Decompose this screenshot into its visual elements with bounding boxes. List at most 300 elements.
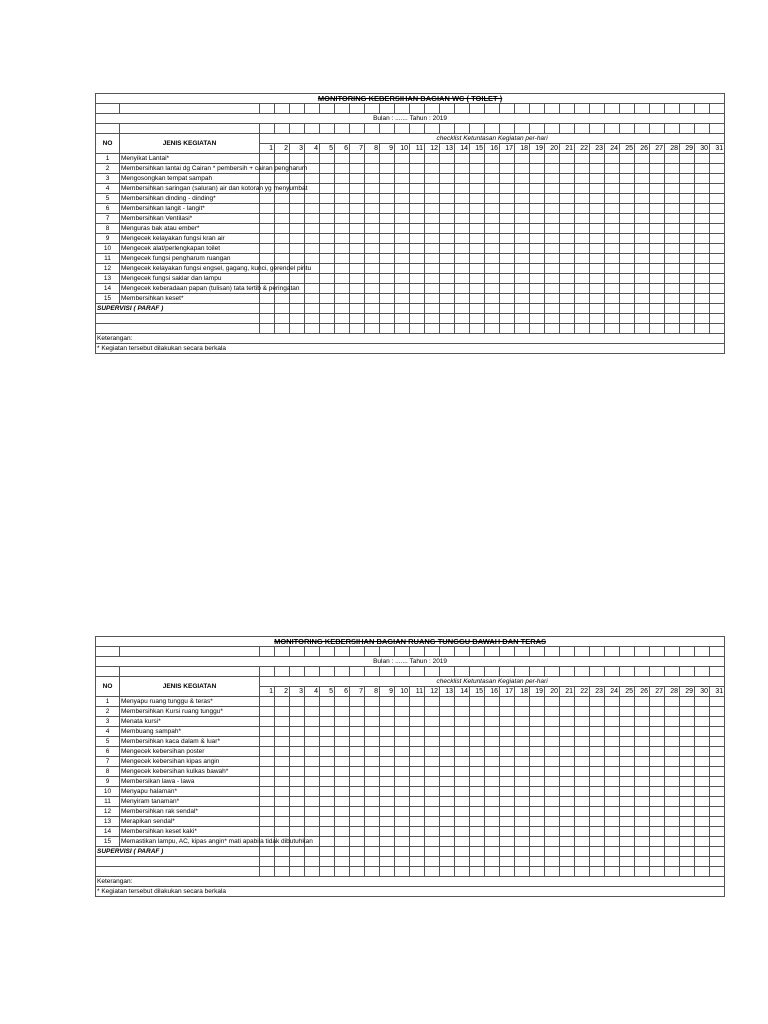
checklist-cell[interactable] <box>440 697 455 707</box>
checklist-cell[interactable] <box>395 837 410 847</box>
checklist-cell[interactable] <box>590 697 605 707</box>
checklist-cell[interactable] <box>365 837 380 847</box>
checklist-cell[interactable] <box>530 837 545 847</box>
checklist-cell[interactable] <box>440 757 455 767</box>
checklist-cell[interactable] <box>650 787 665 797</box>
checklist-cell[interactable] <box>260 697 275 707</box>
checklist-cell[interactable] <box>455 827 470 837</box>
checklist-cell[interactable] <box>275 274 290 284</box>
checklist-cell[interactable] <box>710 717 725 727</box>
checklist-cell[interactable] <box>560 787 575 797</box>
checklist-cell[interactable] <box>380 164 395 174</box>
checklist-cell[interactable] <box>530 717 545 727</box>
checklist-cell[interactable] <box>560 234 575 244</box>
checklist-cell[interactable] <box>560 294 575 304</box>
checklist-cell[interactable] <box>305 274 320 284</box>
checklist-cell[interactable] <box>320 697 335 707</box>
signature-cell[interactable] <box>575 847 590 857</box>
checklist-cell[interactable] <box>395 787 410 797</box>
checklist-cell[interactable] <box>275 727 290 737</box>
checklist-cell[interactable] <box>545 204 560 214</box>
checklist-cell[interactable] <box>320 194 335 204</box>
checklist-cell[interactable] <box>650 194 665 204</box>
checklist-cell[interactable] <box>335 294 350 304</box>
checklist-cell[interactable] <box>530 817 545 827</box>
checklist-cell[interactable] <box>650 727 665 737</box>
checklist-cell[interactable] <box>290 807 305 817</box>
checklist-cell[interactable] <box>635 264 650 274</box>
checklist-cell[interactable] <box>455 154 470 164</box>
checklist-cell[interactable] <box>425 274 440 284</box>
checklist-cell[interactable] <box>545 777 560 787</box>
checklist-cell[interactable] <box>350 837 365 847</box>
checklist-cell[interactable] <box>620 244 635 254</box>
signature-cell[interactable] <box>680 847 695 857</box>
checklist-cell[interactable] <box>290 244 305 254</box>
checklist-cell[interactable] <box>395 294 410 304</box>
checklist-cell[interactable] <box>395 797 410 807</box>
checklist-cell[interactable] <box>320 757 335 767</box>
checklist-cell[interactable] <box>560 747 575 757</box>
checklist-cell[interactable] <box>560 214 575 224</box>
checklist-cell[interactable] <box>650 777 665 787</box>
checklist-cell[interactable] <box>365 777 380 787</box>
checklist-cell[interactable] <box>665 787 680 797</box>
checklist-cell[interactable] <box>695 284 710 294</box>
signature-cell[interactable] <box>665 847 680 857</box>
checklist-cell[interactable] <box>275 797 290 807</box>
checklist-cell[interactable] <box>575 787 590 797</box>
checklist-cell[interactable] <box>620 757 635 767</box>
checklist-cell[interactable] <box>260 807 275 817</box>
checklist-cell[interactable] <box>470 747 485 757</box>
checklist-cell[interactable] <box>545 194 560 204</box>
checklist-cell[interactable] <box>575 234 590 244</box>
checklist-cell[interactable] <box>410 244 425 254</box>
checklist-cell[interactable] <box>575 757 590 767</box>
checklist-cell[interactable] <box>650 204 665 214</box>
checklist-cell[interactable] <box>545 817 560 827</box>
checklist-cell[interactable] <box>635 214 650 224</box>
checklist-cell[interactable] <box>485 264 500 274</box>
signature-cell[interactable] <box>305 304 320 314</box>
checklist-cell[interactable] <box>620 254 635 264</box>
checklist-cell[interactable] <box>590 747 605 757</box>
checklist-cell[interactable] <box>470 797 485 807</box>
checklist-cell[interactable] <box>545 174 560 184</box>
checklist-cell[interactable] <box>560 827 575 837</box>
checklist-cell[interactable] <box>680 154 695 164</box>
checklist-cell[interactable] <box>500 154 515 164</box>
checklist-cell[interactable] <box>350 184 365 194</box>
checklist-cell[interactable] <box>545 214 560 224</box>
checklist-cell[interactable] <box>590 727 605 737</box>
checklist-cell[interactable] <box>545 757 560 767</box>
checklist-cell[interactable] <box>335 707 350 717</box>
checklist-cell[interactable] <box>545 164 560 174</box>
checklist-cell[interactable] <box>710 817 725 827</box>
checklist-cell[interactable] <box>365 707 380 717</box>
checklist-cell[interactable] <box>515 194 530 204</box>
checklist-cell[interactable] <box>440 184 455 194</box>
checklist-cell[interactable] <box>635 747 650 757</box>
checklist-cell[interactable] <box>650 837 665 847</box>
checklist-cell[interactable] <box>710 697 725 707</box>
checklist-cell[interactable] <box>470 817 485 827</box>
checklist-cell[interactable] <box>650 717 665 727</box>
checklist-cell[interactable] <box>545 717 560 727</box>
checklist-cell[interactable] <box>590 274 605 284</box>
checklist-cell[interactable] <box>410 154 425 164</box>
checklist-cell[interactable] <box>650 757 665 767</box>
checklist-cell[interactable] <box>635 727 650 737</box>
checklist-cell[interactable] <box>710 294 725 304</box>
checklist-cell[interactable] <box>350 817 365 827</box>
checklist-cell[interactable] <box>500 184 515 194</box>
checklist-cell[interactable] <box>530 777 545 787</box>
checklist-cell[interactable] <box>695 274 710 284</box>
checklist-cell[interactable] <box>665 737 680 747</box>
checklist-cell[interactable] <box>425 174 440 184</box>
checklist-cell[interactable] <box>290 767 305 777</box>
checklist-cell[interactable] <box>350 224 365 234</box>
checklist-cell[interactable] <box>260 274 275 284</box>
checklist-cell[interactable] <box>305 244 320 254</box>
checklist-cell[interactable] <box>425 264 440 274</box>
signature-cell[interactable] <box>260 304 275 314</box>
checklist-cell[interactable] <box>275 827 290 837</box>
checklist-cell[interactable] <box>350 244 365 254</box>
checklist-cell[interactable] <box>680 264 695 274</box>
checklist-cell[interactable] <box>665 254 680 264</box>
checklist-cell[interactable] <box>515 184 530 194</box>
signature-cell[interactable] <box>665 304 680 314</box>
checklist-cell[interactable] <box>515 154 530 164</box>
checklist-cell[interactable] <box>485 807 500 817</box>
checklist-cell[interactable] <box>350 234 365 244</box>
checklist-cell[interactable] <box>335 727 350 737</box>
checklist-cell[interactable] <box>440 274 455 284</box>
checklist-cell[interactable] <box>455 767 470 777</box>
signature-cell[interactable] <box>710 847 725 857</box>
checklist-cell[interactable] <box>260 294 275 304</box>
checklist-cell[interactable] <box>275 757 290 767</box>
checklist-cell[interactable] <box>320 274 335 284</box>
checklist-cell[interactable] <box>380 274 395 284</box>
checklist-cell[interactable] <box>710 807 725 817</box>
checklist-cell[interactable] <box>290 204 305 214</box>
checklist-cell[interactable] <box>260 757 275 767</box>
checklist-cell[interactable] <box>620 234 635 244</box>
checklist-cell[interactable] <box>650 294 665 304</box>
checklist-cell[interactable] <box>590 787 605 797</box>
checklist-cell[interactable] <box>620 817 635 827</box>
checklist-cell[interactable] <box>590 174 605 184</box>
checklist-cell[interactable] <box>545 697 560 707</box>
checklist-cell[interactable] <box>515 224 530 234</box>
signature-cell[interactable] <box>470 847 485 857</box>
checklist-cell[interactable] <box>575 184 590 194</box>
checklist-cell[interactable] <box>410 827 425 837</box>
checklist-cell[interactable] <box>440 234 455 244</box>
checklist-cell[interactable] <box>410 807 425 817</box>
checklist-cell[interactable] <box>440 737 455 747</box>
checklist-cell[interactable] <box>575 154 590 164</box>
signature-cell[interactable] <box>335 847 350 857</box>
checklist-cell[interactable] <box>515 697 530 707</box>
checklist-cell[interactable] <box>560 244 575 254</box>
checklist-cell[interactable] <box>290 214 305 224</box>
checklist-cell[interactable] <box>275 707 290 717</box>
checklist-cell[interactable] <box>395 707 410 717</box>
checklist-cell[interactable] <box>455 717 470 727</box>
checklist-cell[interactable] <box>650 154 665 164</box>
signature-cell[interactable] <box>455 304 470 314</box>
checklist-cell[interactable] <box>650 244 665 254</box>
checklist-cell[interactable] <box>485 294 500 304</box>
checklist-cell[interactable] <box>695 164 710 174</box>
checklist-cell[interactable] <box>455 727 470 737</box>
checklist-cell[interactable] <box>365 294 380 304</box>
checklist-cell[interactable] <box>635 234 650 244</box>
checklist-cell[interactable] <box>605 284 620 294</box>
checklist-cell[interactable] <box>500 164 515 174</box>
checklist-cell[interactable] <box>380 837 395 847</box>
checklist-cell[interactable] <box>500 194 515 204</box>
checklist-cell[interactable] <box>545 767 560 777</box>
checklist-cell[interactable] <box>575 164 590 174</box>
checklist-cell[interactable] <box>650 174 665 184</box>
checklist-cell[interactable] <box>290 274 305 284</box>
checklist-cell[interactable] <box>425 234 440 244</box>
checklist-cell[interactable] <box>635 707 650 717</box>
checklist-cell[interactable] <box>545 224 560 234</box>
checklist-cell[interactable] <box>380 244 395 254</box>
checklist-cell[interactable] <box>335 264 350 274</box>
checklist-cell[interactable] <box>620 194 635 204</box>
signature-cell[interactable] <box>380 847 395 857</box>
checklist-cell[interactable] <box>695 154 710 164</box>
checklist-cell[interactable] <box>365 787 380 797</box>
checklist-cell[interactable] <box>500 244 515 254</box>
checklist-cell[interactable] <box>665 797 680 807</box>
checklist-cell[interactable] <box>605 787 620 797</box>
checklist-cell[interactable] <box>305 827 320 837</box>
checklist-cell[interactable] <box>440 777 455 787</box>
signature-cell[interactable] <box>275 304 290 314</box>
checklist-cell[interactable] <box>335 214 350 224</box>
checklist-cell[interactable] <box>665 837 680 847</box>
checklist-cell[interactable] <box>710 204 725 214</box>
checklist-cell[interactable] <box>275 767 290 777</box>
checklist-cell[interactable] <box>260 727 275 737</box>
checklist-cell[interactable] <box>260 827 275 837</box>
checklist-cell[interactable] <box>380 767 395 777</box>
checklist-cell[interactable] <box>560 797 575 807</box>
checklist-cell[interactable] <box>485 184 500 194</box>
checklist-cell[interactable] <box>605 154 620 164</box>
checklist-cell[interactable] <box>665 777 680 787</box>
checklist-cell[interactable] <box>650 184 665 194</box>
checklist-cell[interactable] <box>290 707 305 717</box>
checklist-cell[interactable] <box>590 254 605 264</box>
checklist-cell[interactable] <box>260 234 275 244</box>
checklist-cell[interactable] <box>290 717 305 727</box>
checklist-cell[interactable] <box>635 807 650 817</box>
checklist-cell[interactable] <box>590 214 605 224</box>
checklist-cell[interactable] <box>680 214 695 224</box>
checklist-cell[interactable] <box>515 174 530 184</box>
checklist-cell[interactable] <box>410 767 425 777</box>
checklist-cell[interactable] <box>380 224 395 234</box>
checklist-cell[interactable] <box>590 224 605 234</box>
checklist-cell[interactable] <box>350 717 365 727</box>
checklist-cell[interactable] <box>425 807 440 817</box>
checklist-cell[interactable] <box>695 174 710 184</box>
signature-cell[interactable] <box>425 847 440 857</box>
checklist-cell[interactable] <box>485 767 500 777</box>
checklist-cell[interactable] <box>560 284 575 294</box>
checklist-cell[interactable] <box>635 224 650 234</box>
signature-cell[interactable] <box>380 304 395 314</box>
checklist-cell[interactable] <box>530 174 545 184</box>
checklist-cell[interactable] <box>500 797 515 807</box>
checklist-cell[interactable] <box>365 204 380 214</box>
checklist-cell[interactable] <box>485 284 500 294</box>
checklist-cell[interactable] <box>335 777 350 787</box>
signature-cell[interactable] <box>365 847 380 857</box>
checklist-cell[interactable] <box>665 727 680 737</box>
checklist-cell[interactable] <box>380 214 395 224</box>
checklist-cell[interactable] <box>485 194 500 204</box>
checklist-cell[interactable] <box>620 737 635 747</box>
checklist-cell[interactable] <box>620 837 635 847</box>
checklist-cell[interactable] <box>440 817 455 827</box>
checklist-cell[interactable] <box>365 697 380 707</box>
checklist-cell[interactable] <box>560 184 575 194</box>
checklist-cell[interactable] <box>485 204 500 214</box>
checklist-cell[interactable] <box>455 707 470 717</box>
checklist-cell[interactable] <box>275 717 290 727</box>
checklist-cell[interactable] <box>635 254 650 264</box>
checklist-cell[interactable] <box>590 777 605 787</box>
checklist-cell[interactable] <box>425 154 440 164</box>
checklist-cell[interactable] <box>635 204 650 214</box>
checklist-cell[interactable] <box>440 837 455 847</box>
checklist-cell[interactable] <box>425 737 440 747</box>
checklist-cell[interactable] <box>650 807 665 817</box>
signature-cell[interactable] <box>485 304 500 314</box>
checklist-cell[interactable] <box>515 827 530 837</box>
checklist-cell[interactable] <box>350 174 365 184</box>
checklist-cell[interactable] <box>590 164 605 174</box>
checklist-cell[interactable] <box>515 204 530 214</box>
checklist-cell[interactable] <box>410 274 425 284</box>
checklist-cell[interactable] <box>470 204 485 214</box>
checklist-cell[interactable] <box>575 717 590 727</box>
checklist-cell[interactable] <box>290 254 305 264</box>
checklist-cell[interactable] <box>590 244 605 254</box>
checklist-cell[interactable] <box>575 224 590 234</box>
checklist-cell[interactable] <box>710 767 725 777</box>
checklist-cell[interactable] <box>275 154 290 164</box>
checklist-cell[interactable] <box>440 164 455 174</box>
checklist-cell[interactable] <box>395 827 410 837</box>
signature-cell[interactable] <box>620 304 635 314</box>
checklist-cell[interactable] <box>695 807 710 817</box>
checklist-cell[interactable] <box>605 727 620 737</box>
checklist-cell[interactable] <box>380 154 395 164</box>
checklist-cell[interactable] <box>485 224 500 234</box>
checklist-cell[interactable] <box>380 727 395 737</box>
checklist-cell[interactable] <box>365 254 380 264</box>
checklist-cell[interactable] <box>635 154 650 164</box>
checklist-cell[interactable] <box>650 274 665 284</box>
checklist-cell[interactable] <box>710 787 725 797</box>
checklist-cell[interactable] <box>575 244 590 254</box>
checklist-cell[interactable] <box>710 757 725 767</box>
checklist-cell[interactable] <box>365 184 380 194</box>
checklist-cell[interactable] <box>365 224 380 234</box>
checklist-cell[interactable] <box>350 797 365 807</box>
checklist-cell[interactable] <box>680 164 695 174</box>
checklist-cell[interactable] <box>305 757 320 767</box>
checklist-cell[interactable] <box>680 184 695 194</box>
checklist-cell[interactable] <box>425 797 440 807</box>
checklist-cell[interactable] <box>530 727 545 737</box>
checklist-cell[interactable] <box>650 767 665 777</box>
checklist-cell[interactable] <box>380 174 395 184</box>
checklist-cell[interactable] <box>410 697 425 707</box>
checklist-cell[interactable] <box>440 284 455 294</box>
checklist-cell[interactable] <box>395 737 410 747</box>
checklist-cell[interactable] <box>470 224 485 234</box>
checklist-cell[interactable] <box>425 767 440 777</box>
checklist-cell[interactable] <box>290 224 305 234</box>
checklist-cell[interactable] <box>305 234 320 244</box>
checklist-cell[interactable] <box>350 274 365 284</box>
checklist-cell[interactable] <box>350 777 365 787</box>
checklist-cell[interactable] <box>440 797 455 807</box>
checklist-cell[interactable] <box>320 284 335 294</box>
checklist-cell[interactable] <box>560 807 575 817</box>
checklist-cell[interactable] <box>470 174 485 184</box>
checklist-cell[interactable] <box>590 184 605 194</box>
checklist-cell[interactable] <box>425 827 440 837</box>
signature-cell[interactable] <box>695 847 710 857</box>
checklist-cell[interactable] <box>425 284 440 294</box>
checklist-cell[interactable] <box>500 737 515 747</box>
checklist-cell[interactable] <box>470 787 485 797</box>
checklist-cell[interactable] <box>530 827 545 837</box>
checklist-cell[interactable] <box>680 827 695 837</box>
checklist-cell[interactable] <box>365 154 380 164</box>
checklist-cell[interactable] <box>395 727 410 737</box>
checklist-cell[interactable] <box>365 234 380 244</box>
checklist-cell[interactable] <box>665 697 680 707</box>
checklist-cell[interactable] <box>710 837 725 847</box>
checklist-cell[interactable] <box>320 264 335 274</box>
checklist-cell[interactable] <box>560 817 575 827</box>
checklist-cell[interactable] <box>530 747 545 757</box>
checklist-cell[interactable] <box>530 737 545 747</box>
checklist-cell[interactable] <box>665 767 680 777</box>
checklist-cell[interactable] <box>545 294 560 304</box>
signature-cell[interactable] <box>560 304 575 314</box>
checklist-cell[interactable] <box>365 194 380 204</box>
checklist-cell[interactable] <box>620 154 635 164</box>
checklist-cell[interactable] <box>380 184 395 194</box>
